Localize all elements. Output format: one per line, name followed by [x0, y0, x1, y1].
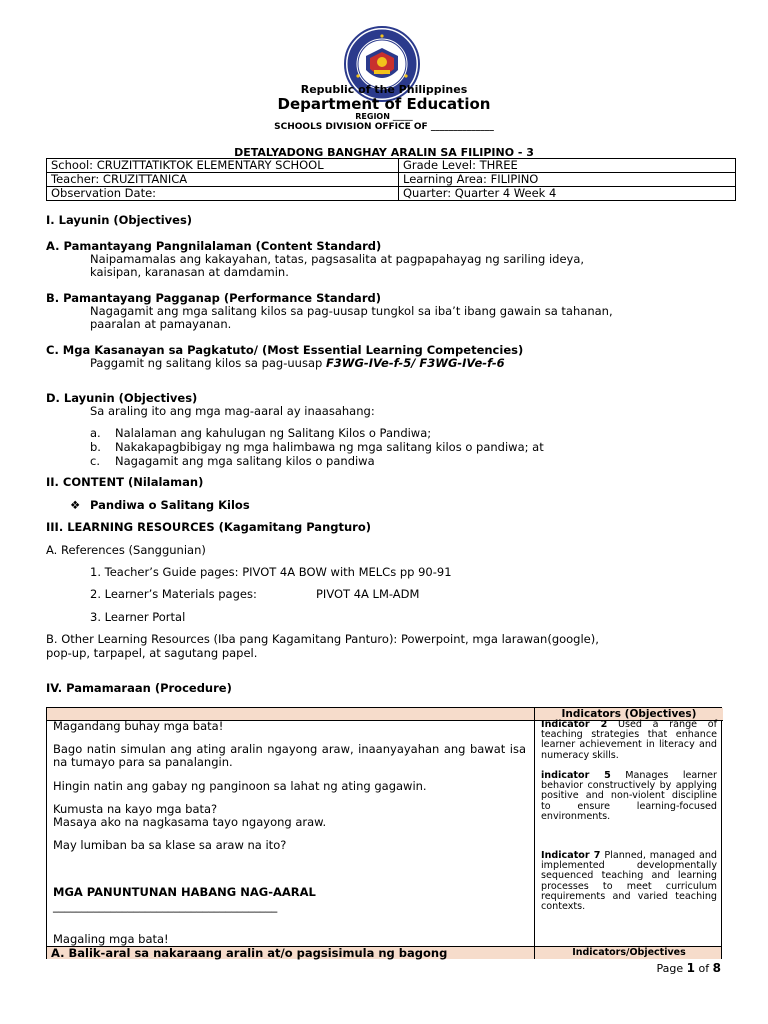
list-item: [90, 455, 100, 468]
list-marker: a.: [90, 426, 101, 440]
list-item: [90, 427, 101, 440]
table-row: [47, 173, 736, 187]
masaya-text: Masaya ako na nagkasama tayo ngayong araw.: [53, 815, 327, 829]
indicator-5: [541, 771, 717, 822]
teacher-cell: Teacher: CRUZITTANICA: [47, 173, 399, 187]
list-item-text: Nakakapagbibigay ng mga halimbawa ng mga salitang kilos o pandiwa; at: [115, 440, 544, 454]
quarter-cell: Quarter: Quarter 4 Week 4: [399, 187, 736, 201]
procedure-next-row: [47, 946, 721, 959]
performance-standard-line: Nagagamit ang mga salitang kilos sa pag-uusap tungkol sa iba’t ibang gawain sa tahanan,: [90, 304, 613, 318]
layunin-heading: D. Layunin (Objectives): [46, 391, 198, 405]
content-standard-line: kaisipan, karanasan at damdamin.: [90, 265, 289, 279]
balik-aral-heading: A. Balik-aral sa nakaraang aralin at/o pagsisimula ng bagong: [51, 946, 448, 960]
reference-item: 3. Learner Portal: [90, 610, 186, 624]
indicator-text: Used a range of teaching strategies that enhance learner achievement in literacy and numeracy skills.: [541, 719, 717, 761]
competency-code: F3WG-IVe-f-5/ F3WG-IVe-f-6: [325, 356, 505, 370]
learning-area-cell: Learning Area: FILIPINO: [399, 173, 736, 187]
procedure-heading: IV. Pamamaraan (Procedure): [46, 681, 232, 695]
list-item: [90, 441, 101, 454]
page-number: [657, 961, 721, 975]
references-heading: A. References (Sanggunian): [46, 543, 206, 557]
indicator-label: indicator 5: [541, 770, 611, 781]
page-total: 8: [712, 961, 721, 975]
indicator-label: Indicator 7: [541, 850, 601, 861]
school-cell: School: CRUZITTATIKTOK ELEMENTARY SCHOOL: [47, 159, 399, 173]
procedure-table: [46, 707, 722, 959]
page-current: 1: [686, 961, 696, 975]
indicator-label: Indicator 2: [541, 719, 608, 730]
other-resources-line: B. Other Learning Resources (Iba pang Kagamitang Panturo): Powerpoint, mga larawan(google),: [46, 632, 599, 646]
division-line: SCHOOLS DIVISION OFFICE OF ______________: [274, 122, 494, 132]
page-prefix: Page: [656, 962, 687, 975]
list-item-text: Nagagamit ang mga salitang kilos o pandiwa: [115, 454, 375, 468]
table-row: [47, 159, 736, 173]
layunin-intro: Sa araling ito ang mga mag-aaral ay inaasahang:: [90, 404, 375, 418]
indicators-objectives-label: Indicators/Objectives: [534, 947, 723, 959]
guidance-text: Hingin natin ang gabay ng panginoon sa lahat ng ating gagawin.: [53, 779, 427, 793]
greeting-text: Magandang buhay mga bata!: [53, 719, 224, 733]
reference-item: 2. Learner’s Materials pages:: [90, 587, 257, 601]
list-item-text: Nalalaman ang kahulugan ng Salitang Kilos o Pandiwa;: [115, 426, 432, 440]
indicator-text: Planned, managed and implemented developmentally sequenced teaching and learning processes to meet curriculum requirements and varied teaching contexts.: [541, 850, 717, 913]
republic-line: Republic of the Philippines: [300, 83, 468, 96]
lm-value: PIVOT 4A LM-ADM: [316, 587, 420, 601]
performance-standard-heading: B. Pamantayang Pagganap (Performance Standard): [46, 291, 381, 305]
indicator-text: Manages learner behavior constructively by applying positive and non-violent discipline to ensure learning-focused environments.: [541, 770, 718, 822]
list-marker: b.: [90, 440, 101, 454]
competencies-text: Paggamit ng salitang kilos sa pag-uusap: [90, 356, 326, 370]
content-heading: II. CONTENT (Nilalaman): [46, 475, 204, 489]
diamond-bullet-icon: ❖: [70, 498, 81, 512]
performance-standard-line: paaralan at pamayanan.: [90, 317, 232, 331]
competencies-heading: C. Mga Kasanayan sa Pagkatuto/ (Most Essential Learning Competencies): [46, 343, 524, 357]
rules-heading: MGA PANUNTUNAN HABANG NAG-AARAL: [53, 885, 316, 899]
indicator-2: [541, 720, 717, 761]
kumusta-text: Kumusta na kayo mga bata?: [53, 802, 218, 816]
department-title: Department of Education: [277, 95, 491, 113]
prayer-text: Bago natin simulan ang ating aralin ngayong araw, inaanyayahan ang bawat isa na tumayo para sa panalangin.: [53, 742, 526, 769]
lesson-plan-title: DETALYADONG BANGHAY ARALIN SA FILIPINO - 3: [234, 146, 534, 159]
content-standard-heading: A. Pamantayang Pangnilalaman (Content Standard): [46, 239, 382, 253]
reference-item: 1. Teacher’s Guide pages: PIVOT 4A BOW with MELCs pp 90-91: [90, 565, 452, 579]
praise-text: Magaling mga bata!: [53, 932, 169, 946]
objectives-heading: I. Layunin (Objectives): [46, 213, 193, 227]
region-line: REGION _____: [355, 112, 413, 121]
absent-question: May lumiban ba sa klase sa araw na ito?: [53, 838, 287, 852]
content-item: Pandiwa o Salitang Kilos: [90, 498, 250, 512]
list-marker: c.: [90, 454, 100, 468]
column-divider: [534, 720, 535, 946]
grade-level-cell: Grade Level: THREE: [399, 159, 736, 173]
content-standard-line: Naipamamalas ang kakayahan, tatas, pagsasalita at pagpapahayag ng sariling ideya,: [90, 252, 585, 266]
competencies-line: [90, 357, 505, 370]
page-of: of: [695, 962, 713, 975]
rules-blank: _______________________________________: [53, 899, 278, 913]
indicators-header: Indicators (Objectives): [534, 708, 723, 721]
observation-date-cell: Observation Date:: [47, 187, 399, 201]
table-row: [47, 187, 736, 201]
indicator-7: [541, 851, 717, 912]
lesson-info-table: [46, 158, 736, 201]
other-resources-line: pop-up, tarpapel, at sagutang papel.: [46, 646, 258, 660]
resources-heading: III. LEARNING RESOURCES (Kagamitang Pangturo): [46, 520, 371, 534]
